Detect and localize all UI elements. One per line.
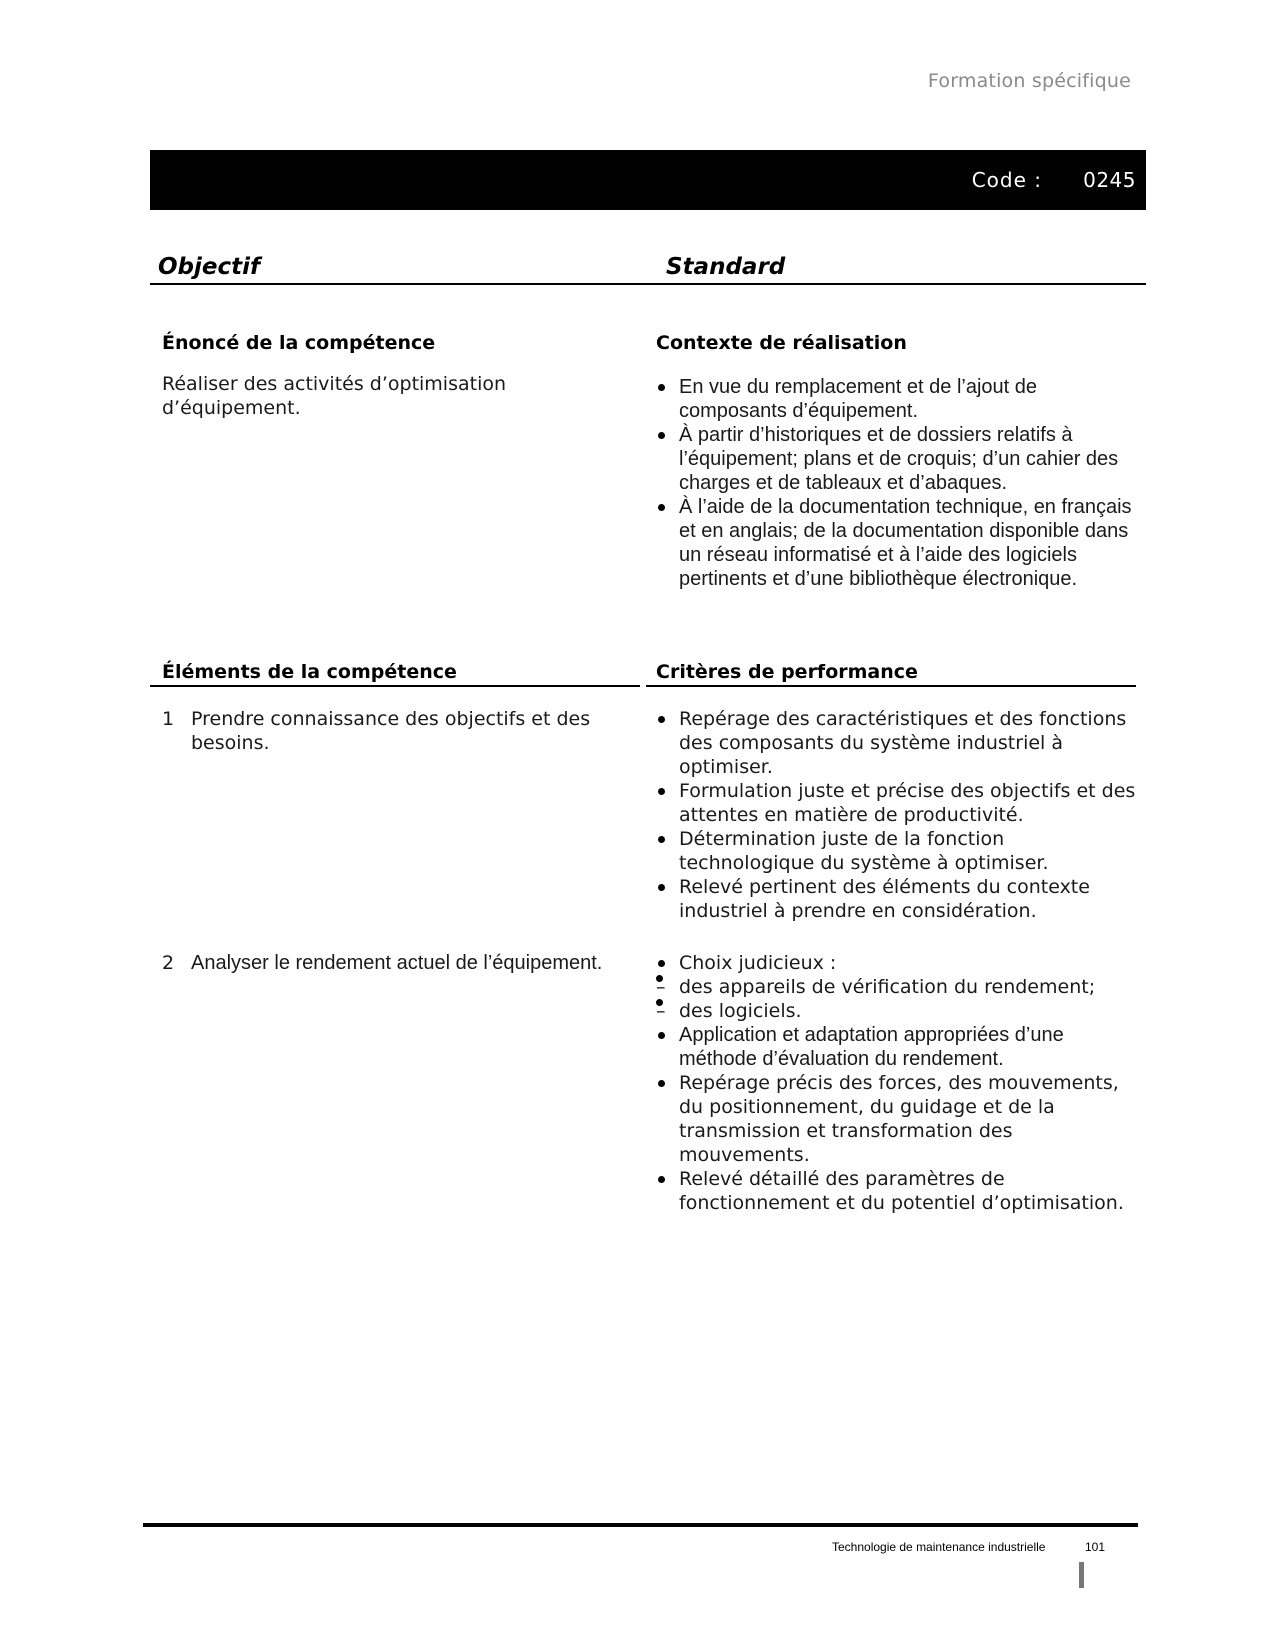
criterion-item: Application et adaptation appropriées d’une méthode d’évaluation du rendement.	[656, 1023, 1136, 1071]
choix-subitem: – des appareils de vérification du rendement;	[656, 975, 1136, 999]
element-2	[162, 951, 622, 975]
footer-rule	[143, 1523, 1138, 1527]
enonce-text: Réaliser des activités d’optimisation d’équipement.	[162, 373, 507, 419]
criteres-title: Critères de performance	[656, 661, 918, 683]
footer-title: Technologie de maintenance industrielle	[832, 1540, 1046, 1554]
element-number: 1	[162, 708, 175, 730]
element-1-criteria	[656, 707, 1136, 923]
element-2-criteria	[656, 951, 1136, 1215]
choix-subitem: – des logiciels.	[656, 999, 1136, 1023]
running-head: Formation spécifique	[927, 70, 1131, 92]
element-text: Analyser le rendement actuel de l’équipement.	[191, 952, 603, 974]
standard-heading: Standard	[666, 254, 786, 280]
criterion-item: Repérage précis des forces, des mouvements, du positionnement, du guidage et de la transmission et transformation des mouvements.	[656, 1071, 1136, 1167]
page-number: 101	[1085, 1540, 1106, 1554]
footer-tick	[1079, 1562, 1084, 1588]
code-bar	[150, 150, 1146, 210]
criterion-item: Formulation juste et précise des objectifs et des attentes en matière de productivité.	[656, 779, 1136, 827]
criterion-item	[656, 951, 1136, 1023]
contexte-item: En vue du remplacement et de l’ajout de composants d’équipement.	[656, 375, 1136, 423]
contexte-list	[656, 375, 1136, 591]
criterion-item: Détermination juste de la fonction technologique du système à optimiser.	[656, 827, 1136, 875]
criterion-item: Repérage des caractéristiques et des fonctions des composants du système industriel à optimiser.	[656, 707, 1136, 779]
contexte-item: À partir d’historiques et de dossiers relatifs à l’équipement; plans et de croquis; d’un cahier des charges et de tableaux et d’abaques.	[656, 423, 1136, 495]
code-value: 0245	[1083, 168, 1136, 192]
criterion-item: Relevé détaillé des paramètres de fonctionnement et du potentiel d’optimisation.	[656, 1167, 1136, 1215]
enonce-title: Énoncé de la compétence	[162, 332, 436, 354]
criterion-item: Relevé pertinent des éléments du contexte industriel à prendre en considération.	[656, 875, 1136, 923]
elements-title: Éléments de la compétence	[162, 661, 457, 683]
criteres-rule	[646, 685, 1136, 687]
code-label: Code :	[971, 168, 1042, 192]
element-1	[162, 707, 622, 755]
contexte-item: À l’aide de la documentation technique, en français et en anglais; de la documentation disponible dans un réseau informatisé et à l’aide des logiciels pertinents et d’une bibliothèque électronique.	[656, 495, 1136, 591]
contexte-title: Contexte de réalisation	[656, 332, 907, 354]
element-number: 2	[162, 952, 175, 974]
objectif-heading: Objectif	[158, 254, 261, 280]
heading-rule	[150, 283, 1146, 285]
choix-label: Choix judicieux :	[679, 952, 837, 974]
elements-rule	[150, 685, 640, 687]
element-text: Prendre connaissance des objectifs et des besoins.	[191, 708, 591, 754]
